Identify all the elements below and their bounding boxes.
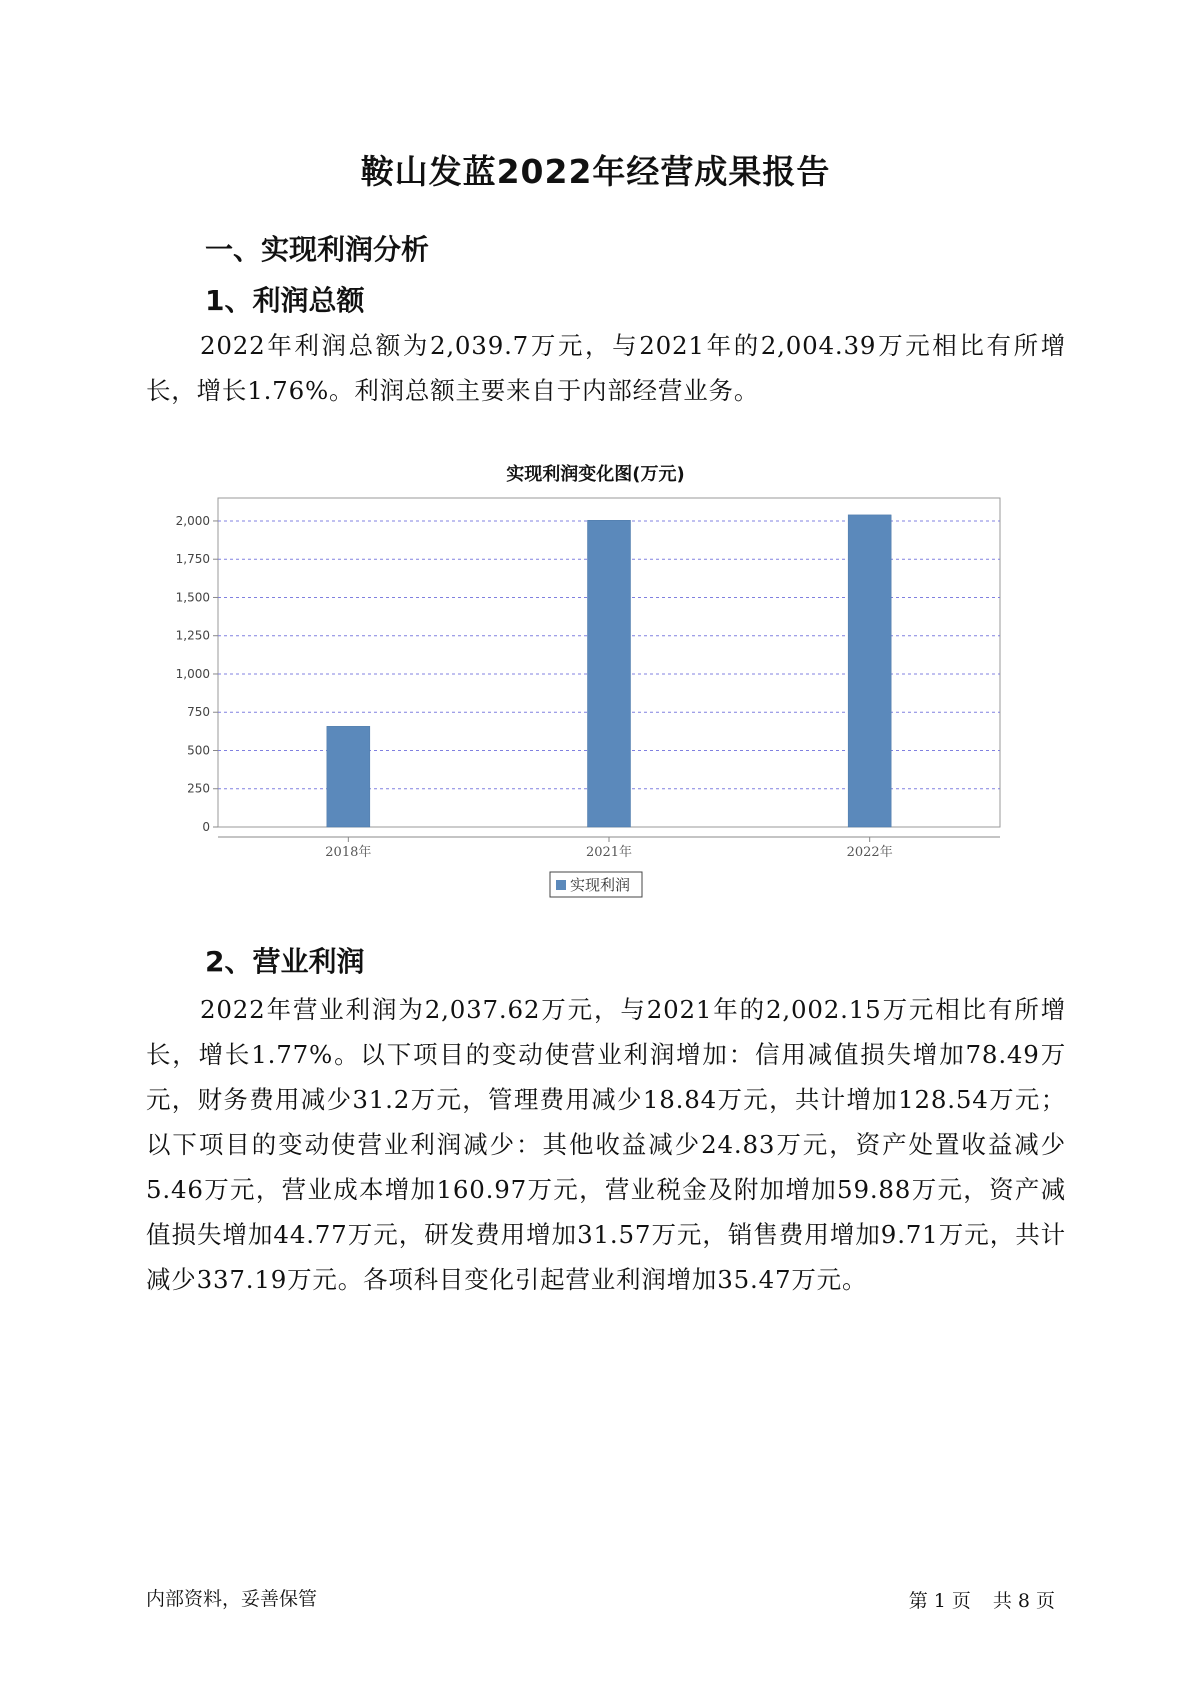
section-heading: 一、实现利润分析 — [205, 233, 430, 266]
page-number: 1 — [933, 1590, 946, 1612]
y-tick-label: 2,000 — [175, 513, 210, 528]
y-tick-label: 1,500 — [175, 590, 210, 605]
legend-label: 实现利润 — [570, 876, 631, 894]
y-tick-label: 1,250 — [175, 628, 210, 643]
chart-title: 实现利润变化图(万元) — [506, 464, 685, 485]
bar-3 — [848, 515, 891, 827]
page-mid: 页 — [951, 1590, 971, 1612]
paragraph-total-profit: 2022年利润总额为2,039.7万元，与2021年的2,004.39万元相比有所增长，增长1.76%。利润总额主要来自于内部经营业务。 — [146, 331, 1066, 405]
x-tick-label: 2018年 — [325, 845, 372, 860]
y-tick-label: 250 — [187, 781, 210, 796]
document-title: 鞍山发蓝2022年经营成果报告 — [360, 152, 831, 191]
paragraph-operating-profit: 2022年营业利润为2,037.62万元，与2021年的2,002.15万元相比有所增长，增长1.77%。以下项目的变动使营业利润增加：信用减值损失增加78.49万元，财务费用减少31.2万元，管理费用减少18.84万元，共计增加128.54万元；以下项目的变动使营业利润减少：其他收益减少24.83万元，资产处置收益减少5.46万元，营业成本增加160.97万元，营业税金及附加增加59.88万元，资产减值损失增加44.77万元，研发费用增加31.57万元，销售费用增加9.71万元，共计减少337.19万元。各项科目变化引起营业利润增加35.47万元。 — [146, 995, 1066, 1294]
total-pages: 8 — [1017, 1590, 1030, 1612]
y-tick-label: 750 — [187, 705, 210, 720]
total-prefix: 共 — [992, 1590, 1012, 1612]
legend — [550, 872, 642, 897]
page-prefix: 第 — [908, 1590, 928, 1612]
y-tick-label: 500 — [187, 743, 210, 758]
y-tick-label: 1,750 — [175, 552, 210, 567]
y-tick-label: 1,000 — [175, 666, 210, 681]
footer-confidential-note: 内部资料，妥善保管 — [146, 1588, 318, 1610]
bar-1 — [327, 726, 370, 827]
subsection-heading-total-profit: 1、利润总额 — [205, 284, 365, 317]
y-tick-label: 0 — [202, 820, 210, 834]
legend-swatch — [556, 880, 566, 890]
profit-bar-chart — [0, 480, 1191, 920]
subsection-heading-operating-profit: 2、营业利润 — [205, 945, 365, 978]
total-suffix: 页 — [1035, 1590, 1055, 1612]
x-tick-label: 2021年 — [585, 845, 633, 860]
x-axis-ticks — [325, 837, 892, 860]
y-axis-ticks — [176, 514, 218, 834]
x-tick-label: 2022年 — [846, 845, 893, 860]
bar-2 — [588, 520, 631, 827]
footer-page-info — [903, 1586, 1055, 1613]
